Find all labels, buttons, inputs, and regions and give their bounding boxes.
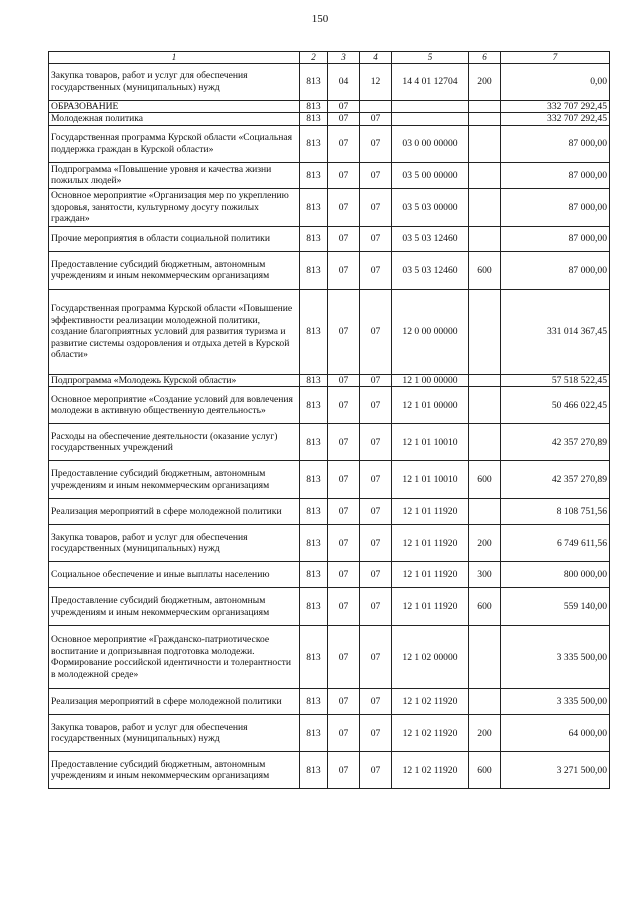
cell-subsection: 07 <box>360 125 392 162</box>
cell-subsection: 07 <box>360 387 392 424</box>
cell-grbs: 813 <box>300 188 328 226</box>
cell-amount: 332 707 292,45 <box>501 100 610 113</box>
cell-name: Подпрограмма «Молодежь Курской области» <box>49 374 300 387</box>
cell-section: 07 <box>328 626 360 689</box>
budget-table <box>48 51 610 789</box>
table-row <box>49 562 610 588</box>
table-row <box>49 499 610 525</box>
cell-grbs: 813 <box>300 525 328 562</box>
cell-grbs: 813 <box>300 689 328 715</box>
cell-subsection: 07 <box>360 689 392 715</box>
table-row <box>49 289 610 374</box>
cell-grbs: 813 <box>300 424 328 461</box>
table-row <box>49 424 610 461</box>
cell-expense-type: 600 <box>469 752 501 789</box>
cell-section: 07 <box>328 289 360 374</box>
cell-section: 07 <box>328 387 360 424</box>
cell-subsection: 07 <box>360 251 392 289</box>
cell-section: 04 <box>328 63 360 100</box>
cell-expense-type: 300 <box>469 562 501 588</box>
cell-grbs: 813 <box>300 251 328 289</box>
table-row <box>49 588 610 626</box>
cell-amount: 57 518 522,45 <box>501 374 610 387</box>
cell-amount: 0,00 <box>501 63 610 100</box>
cell-name: Государственная программа Курской области «Социальная поддержка граждан в Курской области» <box>49 125 300 162</box>
cell-target-article: 12 1 02 11920 <box>392 715 469 752</box>
cell-name: Молодежная политика <box>49 113 300 126</box>
table-row <box>49 226 610 251</box>
cell-amount: 87 000,00 <box>501 188 610 226</box>
cell-subsection: 07 <box>360 424 392 461</box>
cell-grbs: 813 <box>300 752 328 789</box>
cell-amount: 87 000,00 <box>501 125 610 162</box>
cell-target-article: 12 1 02 00000 <box>392 626 469 689</box>
cell-subsection: 07 <box>360 226 392 251</box>
cell-target-article: 12 1 01 00000 <box>392 387 469 424</box>
cell-target-article: 03 5 03 00000 <box>392 188 469 226</box>
table-row <box>49 461 610 499</box>
cell-grbs: 813 <box>300 374 328 387</box>
cell-subsection: 07 <box>360 588 392 626</box>
cell-name: Закупка товаров, работ и услуг для обеспечения государственных (муниципальных) нужд <box>49 63 300 100</box>
table-row <box>49 162 610 188</box>
cell-subsection: 07 <box>360 525 392 562</box>
cell-target-article: 12 0 00 00000 <box>392 289 469 374</box>
cell-name: Расходы на обеспечение деятельности (оказание услуг) государственных учреждений <box>49 424 300 461</box>
cell-subsection: 12 <box>360 63 392 100</box>
cell-grbs: 813 <box>300 289 328 374</box>
cell-expense-type <box>469 689 501 715</box>
cell-subsection: 07 <box>360 499 392 525</box>
cell-amount: 87 000,00 <box>501 251 610 289</box>
cell-expense-type: 200 <box>469 63 501 100</box>
cell-subsection: 07 <box>360 752 392 789</box>
cell-amount: 331 014 367,45 <box>501 289 610 374</box>
cell-subsection: 07 <box>360 289 392 374</box>
cell-grbs: 813 <box>300 226 328 251</box>
cell-section: 07 <box>328 752 360 789</box>
cell-section: 07 <box>328 715 360 752</box>
cell-expense-type <box>469 125 501 162</box>
header-cell-expense-type: 6 <box>469 52 501 64</box>
cell-grbs: 813 <box>300 100 328 113</box>
table-row <box>49 387 610 424</box>
cell-section: 07 <box>328 588 360 626</box>
cell-target-article: 03 5 03 12460 <box>392 226 469 251</box>
cell-subsection: 07 <box>360 562 392 588</box>
cell-name: Предоставление субсидий бюджетным, автономным учреждениям и иным некоммерческим организациям <box>49 752 300 789</box>
cell-expense-type <box>469 113 501 126</box>
cell-expense-type <box>469 100 501 113</box>
cell-subsection: 07 <box>360 461 392 499</box>
cell-section: 07 <box>328 100 360 113</box>
cell-name: ОБРАЗОВАНИЕ <box>49 100 300 113</box>
header-row <box>49 52 610 64</box>
cell-target-article: 12 1 01 10010 <box>392 424 469 461</box>
cell-section: 07 <box>328 562 360 588</box>
cell-grbs: 813 <box>300 588 328 626</box>
cell-expense-type: 200 <box>469 715 501 752</box>
cell-target-article <box>392 100 469 113</box>
cell-target-article: 12 1 02 11920 <box>392 689 469 715</box>
header-cell-amount: 7 <box>501 52 610 64</box>
cell-name: Прочие мероприятия в области социальной политики <box>49 226 300 251</box>
cell-expense-type <box>469 374 501 387</box>
cell-subsection: 07 <box>360 188 392 226</box>
header-cell-target-article: 5 <box>392 52 469 64</box>
cell-section: 07 <box>328 499 360 525</box>
table-row <box>49 374 610 387</box>
cell-section: 07 <box>328 251 360 289</box>
cell-amount: 87 000,00 <box>501 162 610 188</box>
table-row <box>49 125 610 162</box>
cell-name: Основное мероприятие «Создание условий для вовлечения молодежи в активную общественную деятельность» <box>49 387 300 424</box>
cell-name: Реализация мероприятий в сфере молодежной политики <box>49 499 300 525</box>
cell-expense-type <box>469 226 501 251</box>
header-cell-subsection: 4 <box>360 52 392 64</box>
cell-name: Государственная программа Курской области «Повышение эффективности реализации молодежной политики, создание благоприятных условий для развития туризма и развитие системы оздоровления и отдыха детей в Курской области» <box>49 289 300 374</box>
cell-amount: 332 707 292,45 <box>501 113 610 126</box>
cell-grbs: 813 <box>300 162 328 188</box>
cell-subsection: 07 <box>360 715 392 752</box>
cell-section: 07 <box>328 689 360 715</box>
cell-expense-type <box>469 626 501 689</box>
cell-name: Предоставление субсидий бюджетным, автономным учреждениям и иным некоммерческим организациям <box>49 461 300 499</box>
table-row <box>49 251 610 289</box>
cell-expense-type <box>469 162 501 188</box>
cell-amount: 42 357 270,89 <box>501 424 610 461</box>
cell-grbs: 813 <box>300 461 328 499</box>
table-row <box>49 626 610 689</box>
cell-subsection: 07 <box>360 626 392 689</box>
cell-grbs: 813 <box>300 113 328 126</box>
table-row <box>49 752 610 789</box>
cell-grbs: 813 <box>300 715 328 752</box>
cell-amount: 3 335 500,00 <box>501 626 610 689</box>
cell-expense-type: 600 <box>469 588 501 626</box>
cell-amount: 3 271 500,00 <box>501 752 610 789</box>
cell-amount: 87 000,00 <box>501 226 610 251</box>
table-row <box>49 689 610 715</box>
cell-expense-type: 200 <box>469 525 501 562</box>
cell-amount: 3 335 500,00 <box>501 689 610 715</box>
cell-section: 07 <box>328 188 360 226</box>
cell-section: 07 <box>328 162 360 188</box>
cell-name: Реализация мероприятий в сфере молодежной политики <box>49 689 300 715</box>
cell-grbs: 813 <box>300 626 328 689</box>
cell-amount: 800 000,00 <box>501 562 610 588</box>
table-row <box>49 525 610 562</box>
cell-grbs: 813 <box>300 562 328 588</box>
header-cell-name: 1 <box>49 52 300 64</box>
cell-target-article <box>392 113 469 126</box>
header-cell-grbs: 2 <box>300 52 328 64</box>
cell-subsection <box>360 100 392 113</box>
cell-grbs: 813 <box>300 125 328 162</box>
page-number: 150 <box>311 13 329 25</box>
cell-section: 07 <box>328 113 360 126</box>
cell-amount: 559 140,00 <box>501 588 610 626</box>
cell-expense-type: 600 <box>469 461 501 499</box>
cell-target-article: 14 4 01 12704 <box>392 63 469 100</box>
cell-grbs: 813 <box>300 387 328 424</box>
cell-expense-type <box>469 289 501 374</box>
cell-grbs: 813 <box>300 499 328 525</box>
table-row <box>49 188 610 226</box>
cell-name: Социальное обеспечение и иные выплаты населению <box>49 562 300 588</box>
cell-name: Закупка товаров, работ и услуг для обеспечения государственных (муниципальных) нужд <box>49 715 300 752</box>
cell-subsection: 07 <box>360 113 392 126</box>
cell-expense-type: 600 <box>469 251 501 289</box>
cell-name: Основное мероприятие «Гражданско-патриотическое воспитание и допризывная подготовка молодежи. Формирование российской идентичности и толерантности в молодежной среде» <box>49 626 300 689</box>
cell-subsection: 07 <box>360 162 392 188</box>
cell-target-article: 03 5 00 00000 <box>392 162 469 188</box>
header-cell-section: 3 <box>328 52 360 64</box>
cell-target-article: 12 1 01 11920 <box>392 562 469 588</box>
cell-target-article: 12 1 02 11920 <box>392 752 469 789</box>
table-row <box>49 113 610 126</box>
cell-expense-type <box>469 188 501 226</box>
cell-amount: 8 108 751,56 <box>501 499 610 525</box>
cell-section: 07 <box>328 374 360 387</box>
cell-expense-type <box>469 424 501 461</box>
cell-name: Предоставление субсидий бюджетным, автономным учреждениям и иным некоммерческим организациям <box>49 588 300 626</box>
cell-target-article: 12 1 01 10010 <box>392 461 469 499</box>
table-body <box>49 63 610 789</box>
cell-section: 07 <box>328 461 360 499</box>
cell-target-article: 12 1 00 00000 <box>392 374 469 387</box>
cell-section: 07 <box>328 125 360 162</box>
cell-name: Закупка товаров, работ и услуг для обеспечения государственных (муниципальных) нужд <box>49 525 300 562</box>
cell-grbs: 813 <box>300 63 328 100</box>
cell-target-article: 12 1 01 11920 <box>392 499 469 525</box>
cell-name: Предоставление субсидий бюджетным, автономным учреждениям и иным некоммерческим организациям <box>49 251 300 289</box>
cell-amount: 64 000,00 <box>501 715 610 752</box>
cell-target-article: 12 1 01 11920 <box>392 525 469 562</box>
table-row <box>49 715 610 752</box>
cell-amount: 50 466 022,45 <box>501 387 610 424</box>
cell-amount: 6 749 611,56 <box>501 525 610 562</box>
cell-expense-type <box>469 499 501 525</box>
cell-target-article: 03 5 03 12460 <box>392 251 469 289</box>
cell-section: 07 <box>328 525 360 562</box>
cell-amount: 42 357 270,89 <box>501 461 610 499</box>
cell-subsection: 07 <box>360 374 392 387</box>
cell-section: 07 <box>328 424 360 461</box>
cell-name: Подпрограмма «Повышение уровня и качества жизни пожилых людей» <box>49 162 300 188</box>
cell-target-article: 12 1 01 11920 <box>392 588 469 626</box>
cell-name: Основное мероприятие «Организация мер по укреплению здоровья, занятости, культурному досугу пожилых граждан» <box>49 188 300 226</box>
table-row <box>49 63 610 100</box>
table-row <box>49 100 610 113</box>
cell-section: 07 <box>328 226 360 251</box>
cell-expense-type <box>469 387 501 424</box>
cell-target-article: 03 0 00 00000 <box>392 125 469 162</box>
